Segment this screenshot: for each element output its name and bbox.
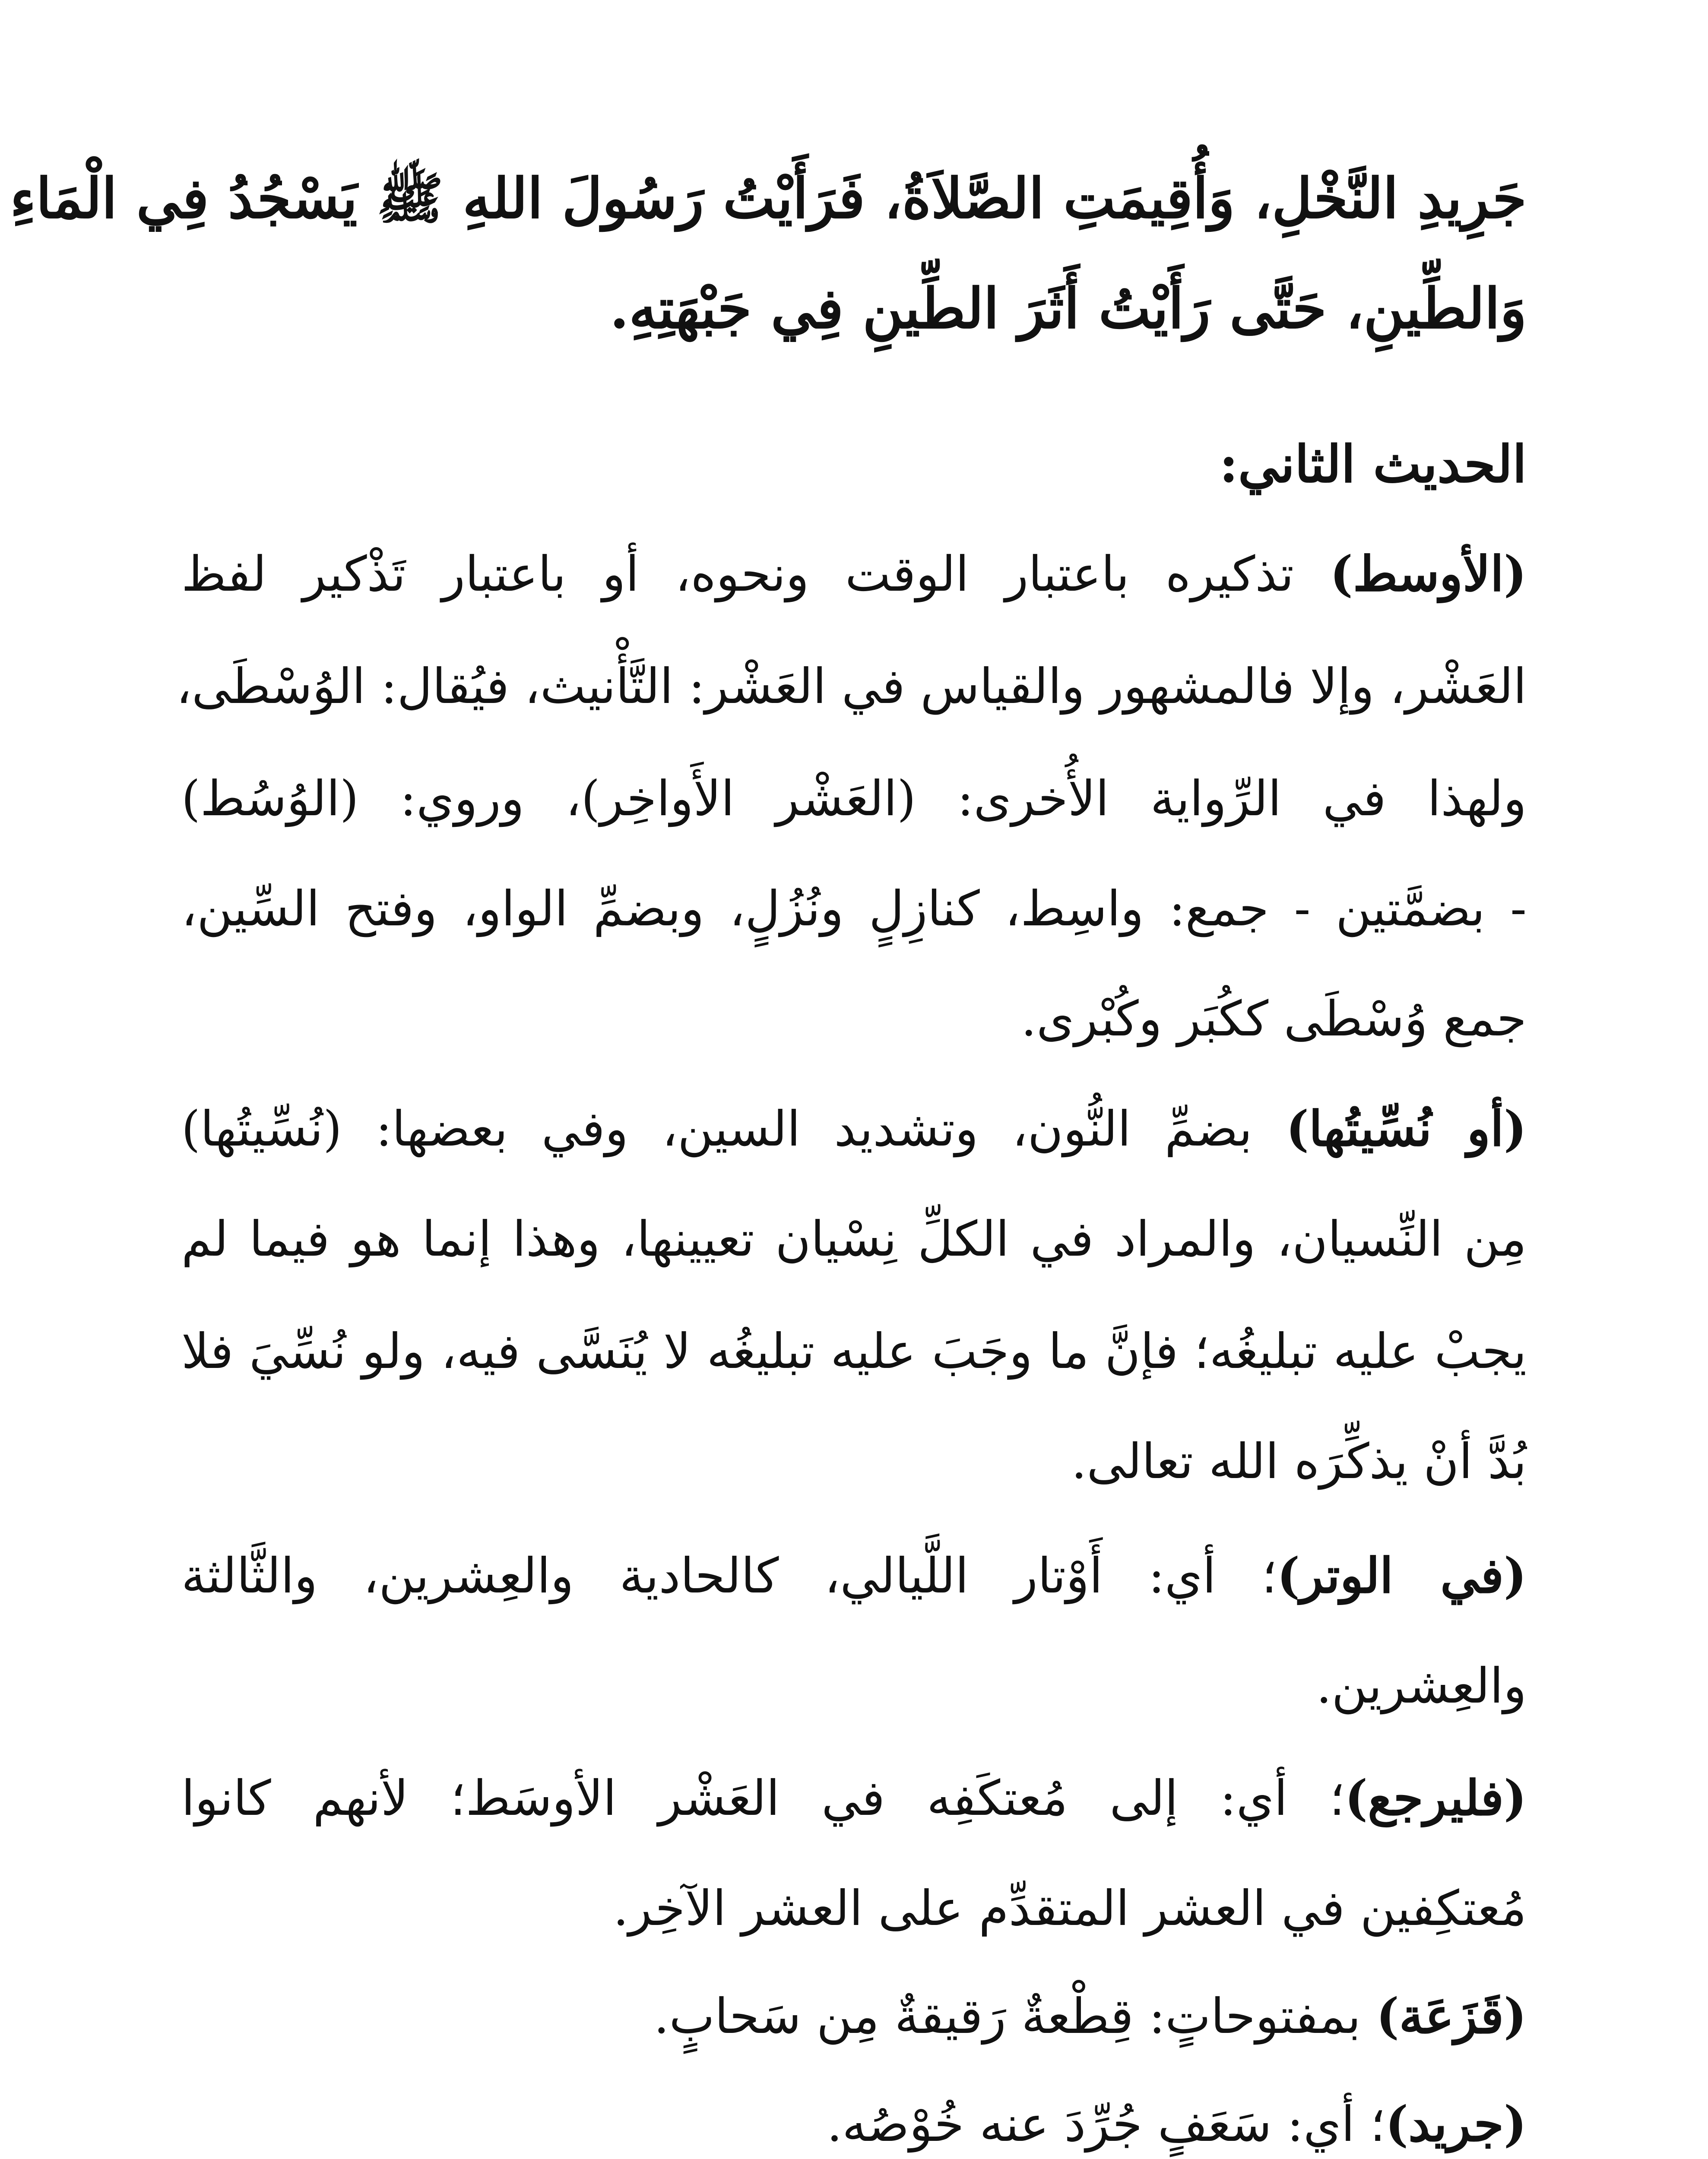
paragraph-2-line-1: [181, 1090, 1527, 1177]
section-heading: الحديث الثاني:: [1219, 434, 1527, 494]
hadith-line-2: وَالطِّينِ، حَتَّى رَأَيْتُ أَثَرَ الطِّينِ فِي جَبْهَتِهِ.: [609, 276, 1527, 341]
hadith-line-1: جَرِيدِ النَّخْلِ، وَأُقِيمَتِ الصَّلاَةُ، فَرَأَيْتُ رَسُولَ اللهِ ﷺ يَسْجُدُ فِي الْمَاءِ: [10, 166, 1527, 231]
paragraph-3-line-1-text: ؛ أي: أَوْتار اللَّيالي، كالحادية والعِشرين، والثَّالثة: [181, 1548, 1277, 1604]
paragraph-3-line-1: [181, 1537, 1527, 1624]
paragraph-2-line-4: بُدَّ أنْ يذكِّرَه الله تعالى.: [1071, 1434, 1527, 1490]
paragraph-5-lead: (قَزَعَة): [1376, 1988, 1527, 2045]
paragraph-1-lead: (الأوسط): [1330, 546, 1527, 602]
paragraph-2-line-2: مِن النِّسيان، والمراد في الكلِّ نِسْيان تعيينها، وهذا إنما هو فيما لم: [181, 1211, 1527, 1267]
paragraph-4-lead: (فليرجع): [1344, 1770, 1527, 1827]
paragraph-2-line-3: يجبْ عليه تبليغُه؛ فإنَّ ما وجَبَ عليه تبليغُه لا يُنَسَّى فيه، ولو نُسِّيَ فلا: [181, 1323, 1527, 1380]
paragraph-4-line-2: مُعتكِفين في العشر المتقدِّم على العشر الآخِر.: [613, 1880, 1527, 1937]
paragraph-5-line: [181, 1978, 1527, 2064]
paragraph-5-text: بمفتوحاتٍ: قِطْعةٌ رَقيقةٌ مِن سَحابٍ.: [653, 1988, 1376, 2045]
paragraph-4-line-1: [181, 1760, 1527, 1846]
paragraph-2-lead: (أو نُسِّيتُها): [1286, 1101, 1527, 1157]
paragraph-6-text: ؛ أي: سَعَفٍ جُرِّدَ عنه خُوْصُه.: [827, 2096, 1386, 2153]
paragraph-3-lead: (في الوتر): [1277, 1548, 1527, 1604]
paragraph-1-line-4: - بضمَّتين - جمع: واسِط، كنازِلٍ ونُزُلٍ، وبضمِّ الواو، وفتح السِّين،: [181, 881, 1527, 937]
paragraph-1-line-1-text: تذكيره باعتبار الوقت ونحوه، أو باعتبار تَذْكير لفظ: [181, 546, 1330, 602]
paragraph-6-lead: (جريد): [1385, 2096, 1527, 2153]
paragraph-6-line: [181, 2086, 1527, 2159]
paragraph-4-line-1-text: ؛ أي: إلى مُعتكَفِه في العَشْر الأوسَط؛ لأنهم كانوا: [181, 1770, 1345, 1827]
paragraph-1-line-3: ولهذا في الرِّواية الأُخرى: (العَشْر الأَواخِر)، وروي: (الوُسُط): [181, 771, 1527, 827]
paragraph-1-line-1: [181, 535, 1527, 622]
paragraph-3-line-2: والعِشرين.: [1316, 1658, 1527, 1714]
paragraph-2-line-1-text: بضمِّ النُّون، وتشديد السين، وفي بعضها: (نُسِّيتُها): [181, 1101, 1286, 1157]
paragraph-1-line-2: العَشْر، وإلا فالمشهور والقياس في العَشْر: التَّأْنيث، فيُقال: الوُسْطَى،: [176, 658, 1527, 715]
paragraph-1-line-5: جمع وُسْطَى ككُبَر وكُبْرى.: [1021, 991, 1527, 1047]
